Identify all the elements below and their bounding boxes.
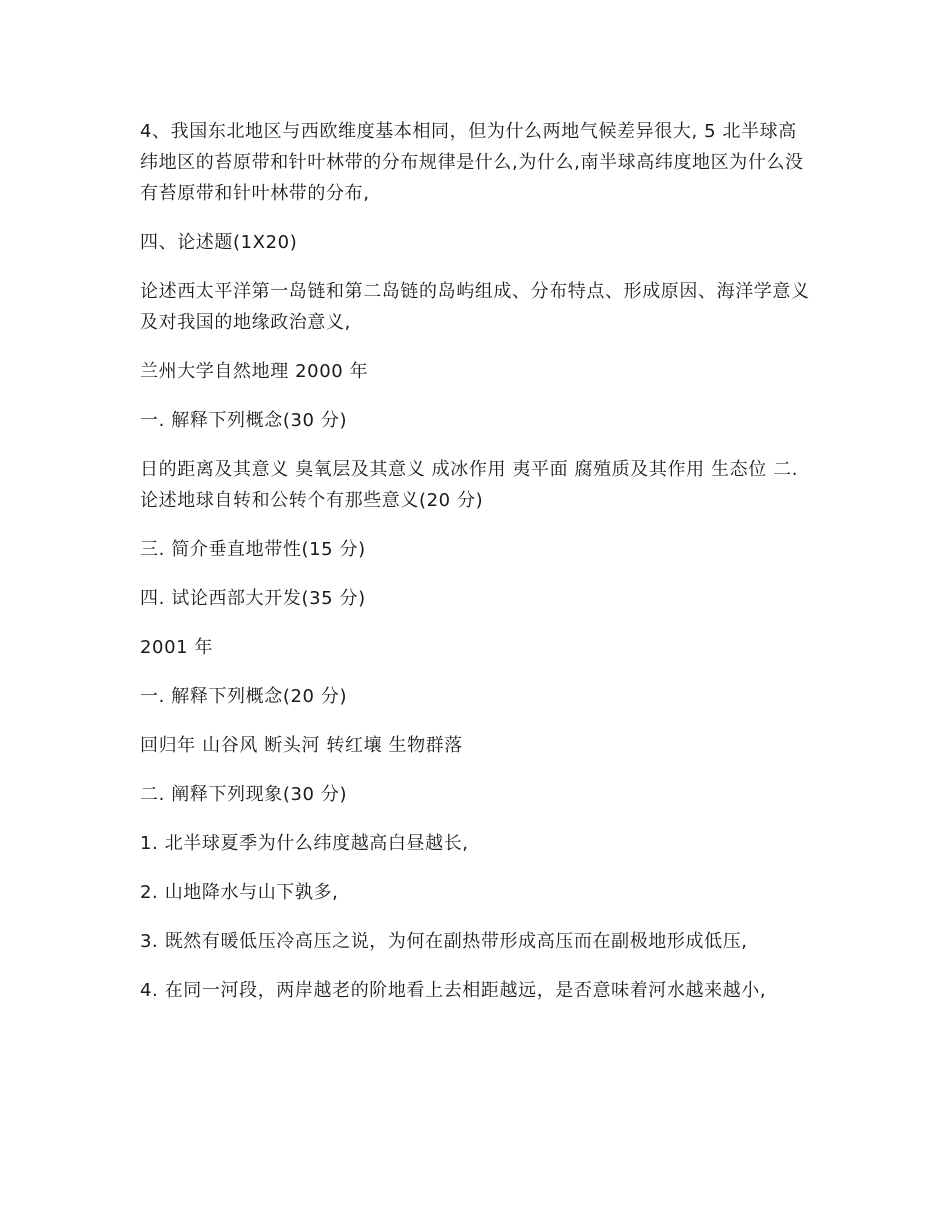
paragraph-island-chain: 论述西太平洋第一岛链和第二岛链的岛屿组成、分布特点、形成原因、海洋学意义及对我国的地缘政治意义,: [140, 281, 810, 333]
paragraph-concepts-2000: 日的距离及其意义 臭氧层及其意义 成冰作用 夷平面 腐殖质及其作用 生态位 二. 论述地球自转和公转个有那些意义(20 分): [140, 459, 799, 511]
document-body: [140, 116, 812, 1024]
question-1: 1. 北半球夏季为什么纬度越高白昼越长,: [140, 833, 469, 854]
section-heading-concepts-2000: 一. 解释下列概念(30 分): [140, 410, 348, 431]
section-heading-vertical-zonality: 三. 简介垂直地带性(15 分): [140, 539, 366, 560]
exam-title-2001: 2001 年: [140, 637, 214, 658]
question-3: 3. 既然有暖低压冷高压之说，为何在副热带形成高压而在副极地形成低压,: [140, 931, 748, 952]
question-2: 2. 山地降水与山下孰多,: [140, 882, 339, 903]
section-heading-western-development: 四. 试论西部大开发(35 分): [140, 588, 366, 609]
question-4: 4. 在同一河段，两岸越老的阶地看上去相距越远，是否意味着河水越来越小,: [140, 980, 767, 1001]
section-heading-concepts-2001: 一. 解释下列概念(20 分): [140, 686, 348, 707]
section-heading-essay: 四、论述题(1X20): [140, 232, 298, 253]
section-heading-phenomena: 二. 阐释下列现象(30 分): [140, 784, 348, 805]
exam-title-2000: 兰州大学自然地理 2000 年: [140, 361, 369, 382]
paragraph-concepts-2001: 回归年 山谷风 断头河 转红壤 生物群落: [140, 735, 463, 756]
paragraph-question-4-5: 4、我国东北地区与西欧维度基本相同，但为什么两地气候差异很大, 5 北半球高纬地区的苔原带和针叶林带的分布规律是什么,为什么,南半球高纬度地区为什么没有苔原带和针叶林带的分布,: [140, 121, 804, 204]
